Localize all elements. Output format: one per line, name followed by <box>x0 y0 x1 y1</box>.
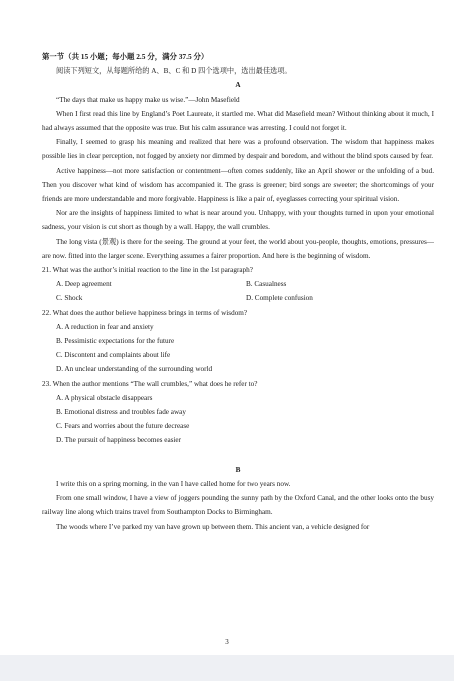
option: A. A physical obstacle disappears <box>56 393 153 402</box>
passage-a-label: A <box>235 81 241 90</box>
option: B. Emotional distress and troubles fade away <box>56 408 186 417</box>
passage-b-paragraph: The woods where I’ve parked my van have grown up between them. This ancient van, a vehicle designed for <box>56 522 370 531</box>
option: C. Fears and worries about the future decrease <box>56 422 190 431</box>
document-body <box>42 50 434 534</box>
option: C. Discontent and complaints about life <box>56 351 171 360</box>
passage-a-paragraph: Active happiness—not more satisfaction or contentment—often comes suddenly, like an April shower or the unfolding of a bud. Then you discover what kind of wisdom has accompanied it. The grass is greener; bird songs are sweeter; the shortcomings of your friends are more understandable and more forgivable. Happiness is like a pair of, eyeglasses correcting your spiritual vision. <box>42 166 434 204</box>
passage-a-paragraph: “The days that make us happy make us wise.”—John Masefield <box>56 95 240 104</box>
option: A. Deep agreement <box>56 280 112 289</box>
passage-b-paragraph: I write this on a spring morning, in the van I have called home for two years now. <box>56 479 291 488</box>
passage-b-label: B <box>235 465 241 474</box>
option: D. Complete confusion <box>246 294 313 303</box>
spacer <box>42 448 434 463</box>
option: A. A reduction in fear and anxiety <box>56 322 154 331</box>
passage-b-paragraph: From one small window, I have a view of joggers pounding the sunny path by the Oxford Canal, and the other looks onto the busy railway line along which trains travel from Southampton Docks to Birmingham. <box>42 494 434 517</box>
option: D. An unclear understanding of the surrounding world <box>56 365 213 374</box>
option: B. Casualness <box>246 280 287 289</box>
option: B. Pessimistic expectations for the future <box>56 337 175 346</box>
question-23-stem: 23. When the author mentions “The wall crumbles,” what does he refer to? <box>42 379 258 388</box>
section-heading: 第一节（共 15 小题；每小题 2.5 分，满分 37.5 分） <box>42 52 209 61</box>
option: D. The pursuit of happiness becomes easier <box>56 436 182 445</box>
passage-a-paragraph: Nor are the insights of happiness limited to what is near around you. Unhappy, with your thoughts turned in upon your emotional sadness, your vision is cut short as though by a wall. Happy, the wall crumbles. <box>42 209 434 232</box>
question-21-options <box>42 277 434 305</box>
passage-a-paragraph: When I first read this line by England’s Poet Laureate, it startled me. What did Masefield mean? Without thinking about it much, I had always assumed that the opposite was true. But his calm assurance was arresting. I could not forget it. <box>42 109 434 133</box>
passage-a-paragraph: Finally, I seemed to grasp his meaning and realized that here was a profound observation. The wisdom that happiness makes possible lies in clear perception, not fogged by anxiety nor dimmed by despair and boredom, and without the blind spots caused by fear. <box>42 138 434 161</box>
option: C. Shock <box>56 294 83 303</box>
instructions: 阅读下列短文，从每题所给的 A、B、C 和 D 四个选项中，选出最佳选项。 <box>56 67 292 76</box>
passage-a-paragraph: The long vista (景观) is there for the seeing. The ground at your feet, the world about you-people, thoughts, emotions, pressures—are now. fitted into the larger scene. Everything assumes a fairer proportion. And here is the beginning of wisdom. <box>42 237 434 260</box>
viewer-background <box>0 655 454 681</box>
page-number: 3 <box>225 638 229 646</box>
question-22-stem: 22. What does the author believe happiness brings in terms of wisdom? <box>42 308 248 317</box>
question-21-stem: 21. What was the author’s initial reaction to the line in the 1st paragraph? <box>42 266 253 275</box>
